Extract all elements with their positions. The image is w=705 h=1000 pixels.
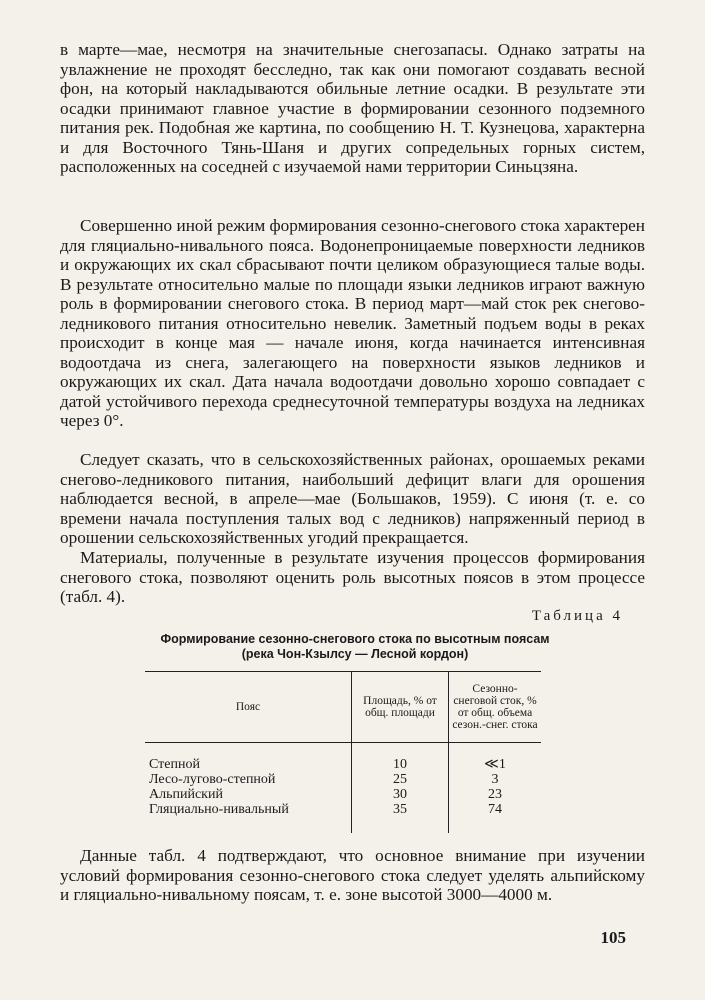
paragraph-3: Следует сказать, что в сельскохозяйственных районах, орошаемых реками снегово-ледникового питания, наибольший дефицит влаги для орошения наблюдается весной, в апреле—мае (Большаков, 1959). С июня (т. е. со времени начала поступления талых вод с ледников) напряженный период в орошении сельскохозяйственных угодий прекращается. [60,450,645,547]
paragraph-2: Совершенно иной режим формирования сезонно-снегового стока характерен для гляциально-нивального пояса. Водонепроницаемые поверхности ледников и окружающих их скал сбрасывают почти целиком образующиеся талые воды. В результате относительно малые по площади языки ледников играют важную роль в формировании снегового стока. В период март—май сток рек снегово-ледникового питания относительно невелик. Заметный подъем воды в реках происходит в конце мая — начале июня, когда начинается интенсивная водоотдача из снега, залегающего на поверхности языков ледников и окружающих их скал. Дата начала водоотдачи довольно хорошо совпадает с датой устойчивого перехода среднесуточной температуры воздуха на ледниках через 0°. [60,216,645,430]
row-runoff: 74 [449,802,542,833]
row-area: 30 [352,787,449,802]
page-number: 105 [600,928,626,947]
table-title: Формирование сезонно-снегового стока по высотным поясам (река Чон-Кзылсу — Лесной кордон) [160,632,550,661]
row-zone: Гляциально-нивальный [149,802,289,817]
table-header-row [145,672,541,743]
row-zone: Альпийский [149,787,223,802]
paragraph-4: Материалы, полученные в результате изучения процессов формирования снегового стока, позволяют оценить роль высотных поясов в этом процессе (табл. 4). [60,548,645,606]
table-row [145,743,541,773]
table-row [145,787,541,802]
row-zone: Степной [149,757,200,772]
table-label: Таблица 4 [531,608,623,624]
row-runoff: ≪1 [449,743,542,773]
row-runoff: 3 [449,772,542,787]
paragraph-5: Данные табл. 4 подтверждают, что основное внимание при изучении условий формирования сезонно-снегового стока следует уделять альпийскому и гляциально-нивальному поясам, т. е. зоне высотой 3000—4000 м. [60,846,645,904]
row-area: 10 [352,743,449,773]
row-zone: Лесо-лугово-степной [149,772,276,787]
row-area: 35 [352,802,449,833]
header-runoff: Сезонно-снеговой сток, % от общ. объема сезон.-снег. стока [449,672,542,743]
header-zone: Пояс [145,672,352,743]
row-area: 25 [352,772,449,787]
paragraph-1: в марте—мае, несмотря на значительные снегозапасы. Однако затраты на увлажнение не проходят бесследно, так как они помогают создавать весной фон, на который накладываются обильные летние осадки. В результате эти осадки принимают главное участие в формировании сезонного подземного питания рек. Подобная же картина, по сообщению Н. Т. Кузнецова, характерна и для Восточного Тянь-Шаня и других сопредельных горных систем, расположенных на соседней с изучаемой нами территории Синьцзяна. [60,40,645,176]
header-area: Площадь, % от общ. площади [352,672,449,743]
row-runoff: 23 [449,787,542,802]
data-table [145,671,541,833]
table-row [145,802,541,833]
table-row [145,772,541,787]
